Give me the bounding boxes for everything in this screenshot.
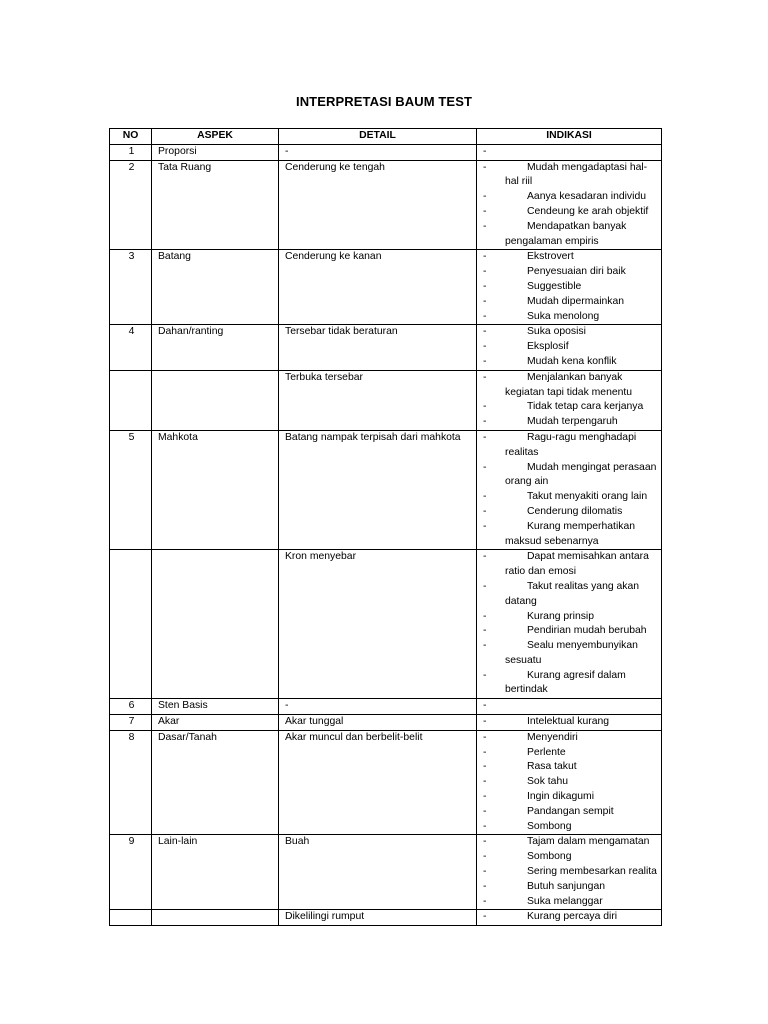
indikasi-item	[483, 280, 657, 295]
row-no-cell: 5	[110, 430, 152, 549]
indikasi-item	[483, 265, 657, 280]
table-row	[110, 835, 662, 910]
bullet-dash: -	[483, 280, 487, 292]
row-indikasi-cell	[477, 430, 662, 549]
table-body	[110, 144, 662, 925]
indikasi-text: Tidak tetap cara kerjanya	[527, 401, 644, 413]
row-aspek-cell	[152, 370, 279, 430]
bullet-dash: -	[483, 836, 487, 848]
bullet-dash: -	[483, 551, 487, 563]
row-detail-cell: -	[279, 699, 477, 715]
indikasi-dash: -	[483, 700, 487, 712]
indikasi-text: Suggestible	[527, 280, 582, 292]
indikasi-text: Pendirian mudah berubah	[527, 625, 647, 637]
indikasi-text: Menyendiri	[527, 731, 578, 743]
bullet-dash: -	[483, 669, 487, 681]
indikasi-item	[483, 790, 657, 805]
indikasi-text: Sombong	[527, 820, 572, 832]
row-aspek-cell: Dasar/Tanah	[152, 730, 279, 835]
indikasi-text: Cenderung dilomatis	[527, 505, 623, 517]
bullet-dash: -	[483, 310, 487, 322]
indikasi-text: Mudah kena konflik	[527, 355, 617, 367]
indikasi-item	[483, 295, 657, 310]
indikasi-text: Mendapatkan banyak pengalaman empiris	[505, 220, 627, 247]
row-detail-cell: Buah	[279, 835, 477, 910]
indikasi-item	[483, 910, 657, 925]
row-no-cell: 3	[110, 250, 152, 325]
indikasi-item	[483, 431, 657, 461]
table-header-row	[110, 129, 662, 145]
indikasi-text: Mudah mengadaptasi hal-hal riil	[505, 161, 648, 188]
indikasi-text: Penyesuaian diri baik	[527, 266, 626, 278]
indikasi-item	[483, 895, 657, 910]
row-aspek-cell: Mahkota	[152, 430, 279, 549]
row-aspek-cell: Dahan/ranting	[152, 325, 279, 370]
table-row	[110, 910, 662, 926]
indikasi-text: Cendeung ke arah objektif	[527, 205, 649, 217]
row-indikasi-cell	[477, 910, 662, 926]
row-detail-cell: Akar muncul dan berbelit-belit	[279, 730, 477, 835]
indikasi-item	[483, 355, 657, 370]
bullet-dash: -	[483, 205, 487, 217]
bullet-dash: -	[483, 295, 487, 307]
row-no-cell	[110, 550, 152, 699]
bullet-dash: -	[483, 580, 487, 592]
indikasi-dash: -	[483, 145, 487, 157]
bullet-dash: -	[483, 505, 487, 517]
bullet-dash: -	[483, 266, 487, 278]
bullet-dash: -	[483, 161, 487, 173]
bullet-dash: -	[483, 895, 487, 907]
indikasi-text: Sombong	[527, 851, 572, 863]
bullet-dash: -	[483, 191, 487, 203]
indikasi-item	[483, 161, 657, 191]
table-row	[110, 325, 662, 370]
row-aspek-cell: Tata Ruang	[152, 160, 279, 250]
bullet-dash: -	[483, 731, 487, 743]
bullet-dash: -	[483, 326, 487, 338]
indikasi-text: Pandangan sempit	[527, 805, 614, 817]
indikasi-item	[483, 610, 657, 625]
table-row	[110, 699, 662, 715]
indikasi-item	[483, 490, 657, 505]
bullet-dash: -	[483, 401, 487, 413]
row-no-cell: 8	[110, 730, 152, 835]
bullet-dash: -	[483, 851, 487, 863]
indikasi-item	[483, 340, 657, 355]
indikasi-text: Perlente	[527, 746, 566, 758]
indikasi-text: Suka melanggar	[527, 895, 603, 907]
indikasi-text: Intelektual kurang	[527, 716, 610, 728]
indikasi-text: Mudah mengingat perasaan orang ain	[505, 461, 657, 488]
indikasi-text: Aanya kesadaran individu	[527, 191, 646, 203]
bullet-dash: -	[483, 371, 487, 383]
indikasi-text: Ingin dikagumi	[527, 791, 595, 803]
row-detail-cell: Terbuka tersebar	[279, 370, 477, 430]
table-row	[110, 430, 662, 549]
bullet-dash: -	[483, 880, 487, 892]
indikasi-text: Takut realitas yang akan datang	[505, 580, 640, 607]
indikasi-item	[483, 310, 657, 325]
indikasi-item	[483, 461, 657, 491]
indikasi-item	[483, 550, 657, 580]
indikasi-item	[483, 505, 657, 520]
indikasi-item	[483, 835, 657, 850]
indikasi-item	[483, 400, 657, 415]
bullet-dash: -	[483, 491, 487, 503]
row-aspek-cell: Sten Basis	[152, 699, 279, 715]
row-indikasi-cell	[477, 715, 662, 731]
indikasi-text: Butuh sanjungan	[527, 880, 605, 892]
indikasi-item	[483, 880, 657, 895]
bullet-dash: -	[483, 791, 487, 803]
row-indikasi-cell	[477, 730, 662, 835]
row-indikasi-cell	[477, 160, 662, 250]
indikasi-text: Suka oposisi	[527, 326, 586, 338]
indikasi-item	[483, 325, 657, 340]
table-row	[110, 730, 662, 835]
indikasi-item	[483, 250, 657, 265]
bullet-dash: -	[483, 746, 487, 758]
bullet-dash: -	[483, 761, 487, 773]
bullet-dash: -	[483, 640, 487, 652]
indikasi-text: Tajam dalam mengamatan	[527, 836, 650, 848]
indikasi-item	[483, 624, 657, 639]
header-aspek: ASPEK	[152, 129, 279, 145]
indikasi-item	[483, 760, 657, 775]
bullet-dash: -	[483, 461, 487, 473]
indikasi-text: Kurang percaya diri	[527, 911, 618, 923]
indikasi-item	[483, 371, 657, 401]
indikasi-text: Sering membesarkan realita	[527, 866, 657, 878]
indikasi-text: Dapat memisahkan antara ratio dan emosi	[505, 551, 649, 578]
row-no-cell	[110, 370, 152, 430]
indikasi-text: Sealu menyembunyikan sesuatu	[505, 640, 638, 666]
row-detail-cell: Batang nampak terpisah dari mahkota	[279, 430, 477, 549]
indikasi-text: Sok tahu	[527, 776, 569, 788]
header-no: NO	[110, 129, 152, 145]
row-aspek-cell: Lain-lain	[152, 835, 279, 910]
indikasi-text: Takut menyakiti orang lain	[527, 491, 648, 503]
table-row	[110, 144, 662, 160]
row-no-cell: 7	[110, 715, 152, 731]
bullet-dash: -	[483, 610, 487, 622]
row-indikasi-cell	[477, 835, 662, 910]
header-indikasi: INDIKASI	[477, 129, 662, 145]
document-title: INTERPRETASI BAUM TEST	[295, 94, 473, 109]
indikasi-item	[483, 580, 657, 610]
indikasi-text: Suka menolong	[527, 310, 600, 322]
indikasi-item	[483, 220, 657, 250]
indikasi-text: Rasa takut	[527, 761, 577, 773]
bullet-dash: -	[483, 776, 487, 788]
table-row	[110, 250, 662, 325]
row-indikasi-cell	[477, 250, 662, 325]
table-row	[110, 715, 662, 731]
indikasi-item	[483, 820, 657, 835]
bullet-dash: -	[483, 431, 487, 443]
indikasi-text: Mudah dipermainkan	[527, 295, 625, 307]
indikasi-item	[483, 715, 657, 730]
row-detail-cell: Cenderung ke kanan	[279, 250, 477, 325]
indikasi-text: Kurang memperhatikan maksud sebenarnya	[505, 520, 636, 547]
bullet-dash: -	[483, 716, 487, 728]
row-aspek-cell: Batang	[152, 250, 279, 325]
indikasi-text: Ragu-ragu menghadapi realitas	[505, 431, 637, 458]
indikasi-item	[483, 639, 657, 669]
bullet-dash: -	[483, 820, 487, 832]
row-detail-cell: Cenderung ke tengah	[279, 160, 477, 250]
indikasi-text: Kurang agresif dalam bertindak	[505, 669, 626, 696]
bullet-dash: -	[483, 355, 487, 367]
row-detail-cell: Dikelilingi rumput	[279, 910, 477, 926]
row-detail-cell: Tersebar tidak beraturan	[279, 325, 477, 370]
row-no-cell: 2	[110, 160, 152, 250]
bullet-dash: -	[483, 220, 487, 232]
row-detail-cell: Kron menyebar	[279, 550, 477, 699]
row-indikasi-cell	[477, 699, 662, 715]
indikasi-text: Ekstrovert	[527, 251, 574, 263]
indikasi-item	[483, 415, 657, 430]
row-aspek-cell	[152, 550, 279, 699]
row-detail-cell: Akar tunggal	[279, 715, 477, 731]
indikasi-text: Menjalankan banyak kegiatan tapi tidak menentu	[505, 371, 633, 398]
header-detail: DETAIL	[279, 129, 477, 145]
indikasi-text: Kurang prinsip	[527, 610, 595, 622]
row-indikasi-cell	[477, 144, 662, 160]
indikasi-item	[483, 205, 657, 220]
bullet-dash: -	[483, 805, 487, 817]
table-row	[110, 370, 662, 430]
table-row	[110, 160, 662, 250]
bullet-dash: -	[483, 416, 487, 428]
indikasi-item	[483, 850, 657, 865]
indikasi-item	[483, 731, 657, 746]
row-detail-cell: -	[279, 144, 477, 160]
row-indikasi-cell	[477, 325, 662, 370]
row-no-cell: 9	[110, 835, 152, 910]
indikasi-item	[483, 865, 657, 880]
bullet-dash: -	[483, 520, 487, 532]
indikasi-text: Mudah terpengaruh	[527, 416, 618, 428]
bullet-dash: -	[483, 911, 487, 923]
row-no-cell: 1	[110, 144, 152, 160]
indikasi-text: Eksplosif	[527, 341, 569, 353]
row-aspek-cell: Akar	[152, 715, 279, 731]
row-no-cell	[110, 910, 152, 926]
bullet-dash: -	[483, 341, 487, 353]
bullet-dash: -	[483, 866, 487, 878]
indikasi-item	[483, 190, 657, 205]
row-aspek-cell	[152, 910, 279, 926]
indikasi-item	[483, 775, 657, 790]
row-no-cell: 4	[110, 325, 152, 370]
indikasi-item	[483, 669, 657, 699]
table-row	[110, 550, 662, 699]
bullet-dash: -	[483, 251, 487, 263]
indikasi-item	[483, 805, 657, 820]
row-indikasi-cell	[477, 550, 662, 699]
interpretation-table	[109, 128, 662, 926]
indikasi-item	[483, 746, 657, 761]
row-no-cell: 6	[110, 699, 152, 715]
indikasi-item	[483, 520, 657, 550]
bullet-dash: -	[483, 625, 487, 637]
row-aspek-cell: Proporsi	[152, 144, 279, 160]
row-indikasi-cell	[477, 370, 662, 430]
